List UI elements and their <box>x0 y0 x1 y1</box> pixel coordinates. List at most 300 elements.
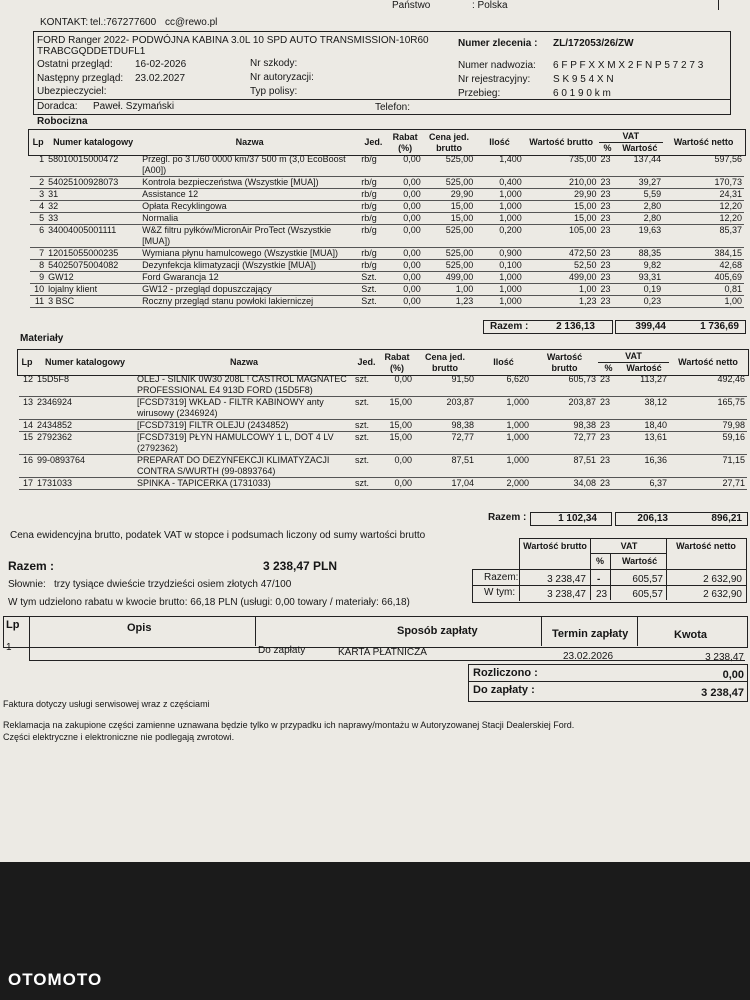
advisor-value: Paweł. Szymański <box>93 101 175 112</box>
row-net: 71,15 <box>669 455 747 478</box>
row-unit-price: 525,00 <box>423 248 476 260</box>
row-vat-pct: 23 <box>598 432 619 455</box>
row-discount: 0,00 <box>387 154 422 177</box>
row-catalog: 2434852 <box>35 420 135 432</box>
col-unit: Jed. <box>357 357 376 367</box>
row-name: Przegl. po 3 l./60 0000 km/37 500 m (3,0 EcoBoost [A00]) <box>140 154 359 177</box>
col-name: Nazwa <box>229 357 258 367</box>
row-unit: rb/g <box>359 189 387 201</box>
table-row <box>19 455 747 478</box>
row-vat-pct: 23 <box>599 248 617 260</box>
col-gross: Wartość brutto <box>529 137 593 147</box>
row-gross: 98,38 <box>531 420 598 432</box>
row-lp: 13 <box>19 397 35 420</box>
row-catalog: 99-0893764 <box>35 455 135 478</box>
labor-sum-label: Razem : <box>490 321 529 332</box>
row-qty: 0,900 <box>475 248 523 260</box>
vin-label: Numer nadwozia: <box>458 60 536 71</box>
row-vat-pct: 23 <box>598 374 619 397</box>
row-discount: 15,00 <box>380 432 414 455</box>
pricing-note: Cena ewidencyjna brutto, podatek VAT w stopce i podsumach liczony od sumy wartości brutto <box>10 530 426 541</box>
table-row <box>30 272 744 284</box>
payment-row-due: 23.02.2026 <box>563 651 614 662</box>
contact-phone: tel.:767277600 <box>90 17 157 28</box>
col-gross: Wartość brutto <box>546 351 583 373</box>
col-vat-pct: % <box>603 143 612 153</box>
country-value: : Polska <box>472 0 508 11</box>
row-name: Assistance 12 <box>140 189 359 201</box>
divider <box>468 681 747 682</box>
col-vat-pct: % <box>604 363 613 373</box>
row-lp: 11 <box>30 296 46 308</box>
row-gross: 15,00 <box>524 213 599 225</box>
table-row <box>19 397 747 420</box>
row-net: 59,16 <box>669 432 747 455</box>
phone-label: Telefon: <box>375 102 411 113</box>
row-name: GW12 - przegląd dopuszczający <box>140 284 359 296</box>
row-vat-pct: 23 <box>598 397 619 420</box>
row-gross: 15,00 <box>524 201 599 213</box>
divider <box>541 616 542 646</box>
row-gross: 203,87 <box>531 397 598 420</box>
row-vat-pct: 23 <box>599 154 617 177</box>
row-discount: 0,00 <box>380 455 414 478</box>
row-qty: 2,000 <box>476 478 531 490</box>
row-vat-value: 113,27 <box>619 374 669 397</box>
row-unit-price: 98,38 <box>414 420 476 432</box>
col-vat-value: Wartość <box>622 143 658 153</box>
registration-label: Nr rejestracyjny: <box>458 74 531 85</box>
words-label: Słownie: <box>8 579 46 590</box>
row-lp: 14 <box>19 420 35 432</box>
row-discount: 0,00 <box>387 284 422 296</box>
row-net: 0,81 <box>663 284 744 296</box>
auth-no-label: Nr autoryzacji: <box>250 72 314 83</box>
row-unit-price: 29,90 <box>423 189 476 201</box>
row-unit-price: 203,87 <box>414 397 476 420</box>
row-unit: Szt. <box>359 296 387 308</box>
row-qty: 6,620 <box>476 374 531 397</box>
row-name: OLEJ - SILNIK 0W30 208L ! CASTROL MAGNATEC PROFESSIONAL E4 913D FORD (15D5F8) <box>135 374 353 397</box>
row-catalog: GW12 <box>46 272 140 284</box>
row-qty: 1,000 <box>476 420 531 432</box>
row-unit-price: 525,00 <box>423 154 476 177</box>
row-lp: 7 <box>30 248 46 260</box>
row-catalog: 1731033 <box>35 478 135 490</box>
row-vat-pct: 23 <box>598 420 619 432</box>
divider <box>590 553 666 554</box>
row-gross: 1,00 <box>524 284 599 296</box>
row-vat-pct: 23 <box>598 478 619 490</box>
vat-row1-pct: - <box>597 574 601 585</box>
payment-col-lp: Lp <box>6 619 20 631</box>
row-qty: 1,000 <box>475 189 523 201</box>
row-gross: 72,77 <box>531 432 598 455</box>
country-label: Państwo <box>392 0 431 11</box>
row-net: 85,37 <box>663 225 744 248</box>
divider <box>255 616 256 646</box>
materials-section-title: Materiały <box>20 333 64 344</box>
vat-row2-pct: 23 <box>596 589 608 600</box>
row-catalog: lojalny klient <box>46 284 140 296</box>
row-name: Normalia <box>140 213 359 225</box>
row-unit: rb/g <box>359 154 387 177</box>
order-no-value: ZL/172053/26/ZW <box>553 38 634 49</box>
row-gross: 210,00 <box>524 177 599 189</box>
contact-label: KONTAKT: <box>40 17 89 28</box>
vat-row2-label: W tym: <box>484 587 516 598</box>
payment-row-amount: 3 238,47 <box>705 652 744 663</box>
insurer-label: Ubezpieczyciel: <box>37 86 107 97</box>
row-catalog: 12015055000235 <box>46 248 140 260</box>
col-qty: Ilość <box>493 357 514 367</box>
row-unit-price: 15,00 <box>423 213 476 225</box>
row-unit: szt. <box>353 478 380 490</box>
col-vat-value: Wartość <box>626 363 662 373</box>
row-discount: 0,00 <box>380 478 414 490</box>
row-discount: 15,00 <box>380 397 414 420</box>
row-vat-pct: 23 <box>599 260 617 272</box>
row-name: PREPARAT DO DEZYNFEKCJI KLIMATYZACJI CONTRA S/WURTH (99-0893764) <box>135 455 353 478</box>
row-unit-price: 1,00 <box>423 284 476 296</box>
payment-row-method: KARTA PŁATNICZA <box>338 647 427 658</box>
row-gross: 105,00 <box>524 225 599 248</box>
divider <box>29 660 745 661</box>
row-lp: 15 <box>19 432 35 455</box>
row-unit-price: 91,50 <box>414 374 476 397</box>
row-catalog: 34004005001111 <box>46 225 140 248</box>
row-vat-pct: 23 <box>599 189 617 201</box>
table-row <box>30 189 744 201</box>
row-name: Ford Gwarancja 12 <box>140 272 359 284</box>
otomoto-watermark: OTOMOTO <box>8 970 103 989</box>
divider <box>637 616 638 646</box>
table-row <box>30 225 744 248</box>
col-catalog: Numer katalogowy <box>44 357 126 367</box>
row-discount: 0,00 <box>387 201 422 213</box>
row-catalog: 54025100928073 <box>46 177 140 189</box>
row-lp: 10 <box>30 284 46 296</box>
row-unit: Szt. <box>359 284 387 296</box>
row-name: Wymiana płynu hamulcowego (Wszystkie [MUA]) <box>140 248 359 260</box>
row-vat-pct: 23 <box>599 296 617 308</box>
row-lp: 17 <box>19 478 35 490</box>
table-row <box>30 260 744 272</box>
row-catalog: 15D5F8 <box>35 374 135 397</box>
row-unit: szt. <box>353 374 380 397</box>
row-unit-price: 525,00 <box>423 177 476 189</box>
row-unit: Szt. <box>359 272 387 284</box>
row-qty: 0,200 <box>475 225 523 248</box>
col-unit-price: Cena jed. brutto <box>429 131 470 153</box>
footer-service-note: Faktura dotyczy usługi serwisowej wraz z częściami <box>3 699 210 709</box>
row-gross: 605,73 <box>531 374 598 397</box>
row-qty: 1,400 <box>475 154 523 177</box>
row-discount: 0,00 <box>380 374 414 397</box>
labor-sum-vat: 399,44 <box>635 321 666 332</box>
row-unit: rb/g <box>359 225 387 248</box>
col-catalog: Numer katalogowy <box>53 137 134 147</box>
payment-row-lp: 1 <box>6 642 12 653</box>
payment-col-desc: Opis <box>127 622 152 634</box>
row-discount: 0,00 <box>387 296 422 308</box>
advisor-label: Doradca: <box>37 101 78 112</box>
row-lp: 5 <box>30 213 46 225</box>
row-name: Opłata Recyklingowa <box>140 201 359 213</box>
row-net: 79,98 <box>669 420 747 432</box>
row-net: 27,71 <box>669 478 747 490</box>
row-vat-value: 0,19 <box>617 284 663 296</box>
row-catalog: 3 BSC <box>46 296 140 308</box>
row-catalog: 31 <box>46 189 140 201</box>
row-vat-value: 16,36 <box>619 455 669 478</box>
row-vat-value: 2,80 <box>617 213 663 225</box>
payment-col-method: Sposób zapłaty <box>397 625 478 637</box>
divider <box>33 99 730 100</box>
table-row <box>19 374 747 397</box>
col-discount: Rabat (%) <box>392 131 418 153</box>
vat-row1-net: 2 632,90 <box>703 574 742 585</box>
payment-col-amount: Kwota <box>674 629 707 641</box>
total-value: 3 238,47 PLN <box>263 559 338 573</box>
row-unit: rb/g <box>359 213 387 225</box>
col-net: Wartość netto <box>673 137 734 147</box>
row-gross: 1,23 <box>524 296 599 308</box>
row-gross: 735,00 <box>524 154 599 177</box>
row-qty: 1,000 <box>475 284 523 296</box>
table-row <box>19 432 747 455</box>
vat-col-gross: Wartość brutto <box>523 541 587 551</box>
total-label: Razem : <box>8 559 55 573</box>
row-net: 384,15 <box>663 248 744 260</box>
row-unit: szt. <box>353 432 380 455</box>
row-name: [FCSD7319] FILTR OLEJU (2434852) <box>135 420 353 432</box>
vat-row2-gross: 3 238,47 <box>547 589 586 600</box>
row-net: 24,31 <box>663 189 744 201</box>
row-unit-price: 525,00 <box>423 225 476 248</box>
row-vat-pct: 23 <box>599 177 617 189</box>
row-unit-price: 17,04 <box>414 478 476 490</box>
labor-section-title: Robocizna <box>37 116 88 127</box>
row-discount: 0,00 <box>387 260 422 272</box>
row-qty: 0,400 <box>475 177 523 189</box>
col-vat: VAT <box>599 131 664 143</box>
vat-row2-vat: 605,57 <box>632 589 663 600</box>
row-vat-value: 38,12 <box>619 397 669 420</box>
row-discount: 0,00 <box>387 189 422 201</box>
payment-col-due: Termin zapłaty <box>552 628 629 640</box>
row-qty: 1,000 <box>476 432 531 455</box>
row-net: 165,75 <box>669 397 747 420</box>
col-unit-price: Cena jed. brutto <box>424 351 465 373</box>
row-vat-value: 88,35 <box>617 248 663 260</box>
row-net: 12,20 <box>663 213 744 225</box>
row-qty: 1,000 <box>475 272 523 284</box>
row-gross: 34,08 <box>531 478 598 490</box>
mileage-value: 6 0 1 9 0 k m <box>553 88 611 99</box>
row-qty: 1,000 <box>475 296 523 308</box>
vin-value: 6 F P F X X M X 2 F N P 5 7 2 7 3 <box>553 60 704 71</box>
materials-sum-label: Razem : <box>488 512 527 523</box>
photo-background <box>0 862 750 1000</box>
labor-table <box>30 131 744 308</box>
to-pay-label: Do zapłaty : <box>473 684 535 696</box>
divider <box>718 0 719 10</box>
table-row <box>19 420 747 432</box>
row-unit: szt. <box>353 420 380 432</box>
row-qty: 1,000 <box>476 397 531 420</box>
vat-row2-net: 2 632,90 <box>703 589 742 600</box>
row-vat-value: 39,27 <box>617 177 663 189</box>
row-lp: 16 <box>19 455 35 478</box>
row-unit-price: 72,77 <box>414 432 476 455</box>
row-vat-value: 5,59 <box>617 189 663 201</box>
row-net: 42,68 <box>663 260 744 272</box>
row-unit-price: 1,23 <box>423 296 476 308</box>
row-vat-pct: 23 <box>599 272 617 284</box>
footer-complaint-note: Reklamacja na zakupione części zamienne uznawana będzie tylko w przypadku ich naprawy/montażu w Autoryzowanej Stacji Dealerskiej Ford. <box>3 720 575 730</box>
row-net: 597,56 <box>663 154 744 177</box>
row-gross: 29,90 <box>524 189 599 201</box>
materials-sum-net: 896,21 <box>711 513 742 524</box>
row-unit: rb/g <box>359 248 387 260</box>
row-qty: 1,000 <box>476 455 531 478</box>
row-lp: 4 <box>30 201 46 213</box>
row-net: 405,69 <box>663 272 744 284</box>
table-row <box>30 201 744 213</box>
row-vat-value: 19,63 <box>617 225 663 248</box>
row-lp: 1 <box>30 154 46 177</box>
policy-type-label: Typ polisy: <box>250 86 298 97</box>
table-row <box>30 284 744 296</box>
row-unit: szt. <box>353 397 380 420</box>
row-lp: 6 <box>30 225 46 248</box>
col-qty: Ilość <box>489 137 510 147</box>
row-net: 492,46 <box>669 374 747 397</box>
row-vat-value: 18,40 <box>619 420 669 432</box>
row-catalog: 58010015000472 <box>46 154 140 177</box>
row-catalog: 2792362 <box>35 432 135 455</box>
row-lp: 12 <box>19 374 35 397</box>
to-pay-value: 3 238,47 <box>701 687 744 699</box>
row-vat-value: 9,82 <box>617 260 663 272</box>
row-unit-price: 15,00 <box>423 201 476 213</box>
row-discount: 0,00 <box>387 213 422 225</box>
row-unit-price: 87,51 <box>414 455 476 478</box>
last-inspection-value: 16-02-2026 <box>135 59 187 70</box>
vat-col-vat: VAT <box>620 541 638 551</box>
row-name: SPINKA - TAPICERKA (1731033) <box>135 478 353 490</box>
labor-sum-gross: 2 136,13 <box>556 321 595 332</box>
payment-row-desc: Do zapłaty <box>258 645 306 656</box>
order-no-label: Numer zlecenia : <box>458 38 538 49</box>
row-vat-pct: 23 <box>599 201 617 213</box>
table-row <box>30 248 744 260</box>
row-vat-pct: 23 <box>599 213 617 225</box>
materials-table <box>19 351 747 490</box>
row-vat-value: 137,44 <box>617 154 663 177</box>
row-lp: 8 <box>30 260 46 272</box>
next-inspection-label: Następny przegląd: <box>37 73 124 84</box>
col-vat-group <box>598 351 669 374</box>
table-row <box>30 213 744 225</box>
row-catalog: 33 <box>46 213 140 225</box>
row-unit: rb/g <box>359 201 387 213</box>
col-vat-group <box>599 131 664 154</box>
row-discount: 0,00 <box>387 248 422 260</box>
row-unit: rb/g <box>359 260 387 272</box>
row-lp: 3 <box>30 189 46 201</box>
row-net: 12,20 <box>663 201 744 213</box>
col-name: Nazwa <box>235 137 264 147</box>
vat-row1-vat: 605,57 <box>632 574 663 585</box>
row-name: Dezynfekcja klimatyzacji (Wszystkie [MUA]) <box>140 260 359 272</box>
row-vat-value: 2,80 <box>617 201 663 213</box>
row-discount: 0,00 <box>387 272 422 284</box>
mileage-label: Przebieg: <box>458 88 501 99</box>
divider <box>29 616 30 660</box>
table-row <box>30 296 744 308</box>
table-row <box>19 478 747 490</box>
labor-sum-net: 1 736,69 <box>700 321 739 332</box>
last-inspection-label: Ostatni przegląd: <box>37 59 113 70</box>
row-net: 170,73 <box>663 177 744 189</box>
row-vat-value: 0,23 <box>617 296 663 308</box>
row-unit: rb/g <box>359 177 387 189</box>
row-unit-price: 499,00 <box>423 272 476 284</box>
vehicle-model: FORD Ranger 2022- PODWÓJNA KABINA 3.0L 10 SPD AUTO TRANSMISSION-10R60 <box>37 35 429 46</box>
discount-line: W tym udzielono rabatu w kwocie brutto: 66,18 PLN (usługi: 0,00 towary / materiały: 66,18) <box>8 597 410 608</box>
row-vat-pct: 23 <box>598 455 619 478</box>
vat-col-net: Wartość netto <box>676 541 736 551</box>
next-inspection-value: 23.02.2027 <box>135 73 186 84</box>
vat-col-pct: % <box>596 556 605 566</box>
row-name: Roczny przegląd stanu powłoki lakierniczej <box>140 296 359 308</box>
vehicle-code: TRABCGQDDETDUFL1 <box>37 46 146 57</box>
row-discount: 15,00 <box>380 420 414 432</box>
col-lp: Lp <box>32 137 44 147</box>
settled-label: Rozliczono : <box>473 667 538 679</box>
col-discount: Rabat (%) <box>384 351 410 373</box>
row-gross: 87,51 <box>531 455 598 478</box>
table-row <box>30 177 744 189</box>
row-vat-value: 13,61 <box>619 432 669 455</box>
row-qty: 0,100 <box>475 260 523 272</box>
row-gross: 472,50 <box>524 248 599 260</box>
footer-returns-note: Części elektryczne i elektroniczne nie podlegają zwrotowi. <box>3 732 235 742</box>
materials-sum-gross: 1 102,34 <box>558 513 597 524</box>
row-name: [FCSD7319] WKŁAD - FILTR KABINOWY anty wirusowy (2346924) <box>135 397 353 420</box>
row-lp: 2 <box>30 177 46 189</box>
row-vat-value: 93,31 <box>617 272 663 284</box>
row-catalog: 2346924 <box>35 397 135 420</box>
row-catalog: 54025075004082 <box>46 260 140 272</box>
vat-col-value: Wartość <box>622 556 658 566</box>
row-qty: 1,000 <box>475 201 523 213</box>
row-vat-pct: 23 <box>599 225 617 248</box>
contact-email: cc@rewo.pl <box>165 17 218 28</box>
row-catalog: 32 <box>46 201 140 213</box>
row-gross: 499,00 <box>524 272 599 284</box>
row-name: Kontrola bezpieczeństwa (Wszystkie [MUA]) <box>140 177 359 189</box>
damage-no-label: Nr szkody: <box>250 58 298 69</box>
row-unit-price: 525,00 <box>423 260 476 272</box>
row-unit: szt. <box>353 455 380 478</box>
vat-row1-label: Razem: <box>484 572 519 583</box>
row-net: 1,00 <box>663 296 744 308</box>
row-discount: 0,00 <box>387 225 422 248</box>
row-discount: 0,00 <box>387 177 422 189</box>
